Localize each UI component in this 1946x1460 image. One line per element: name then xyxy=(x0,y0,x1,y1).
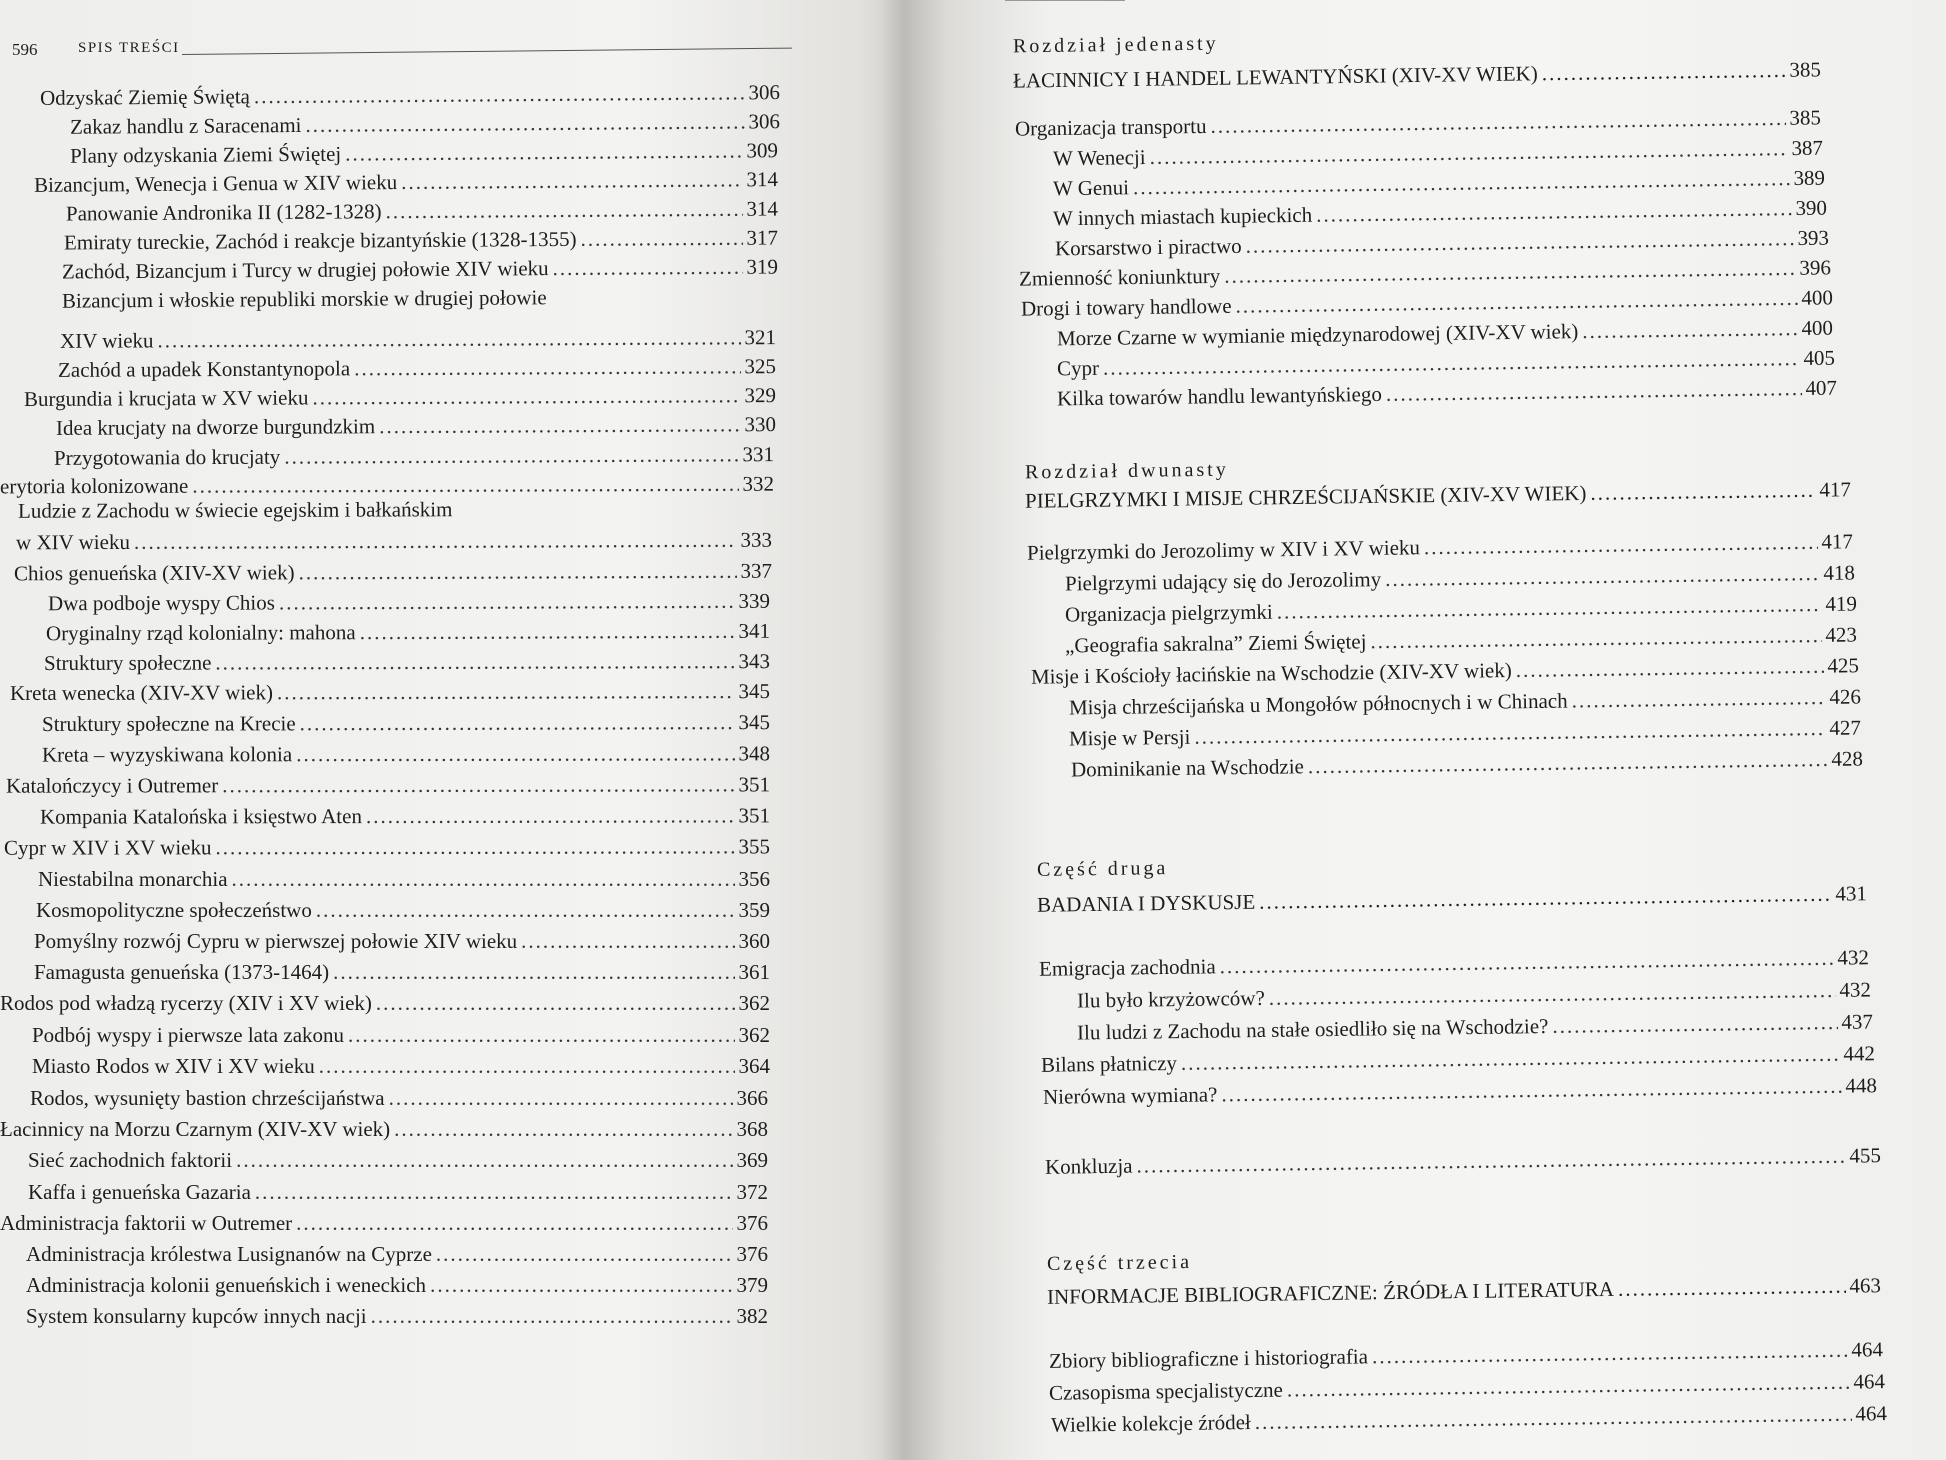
header-rule xyxy=(182,48,792,55)
toc-entry: Oryginalny rząd kolonialny: mahona ..... 341 xyxy=(46,618,770,647)
toc-entry: Administracja faktorii w Outremer ..... 376 xyxy=(0,1210,768,1236)
toc-entry: Podbój wyspy i pierwsze lata zakonu ..... 362 xyxy=(32,1022,770,1048)
toc-entry: Niestabilna monarchia ..... 356 xyxy=(38,866,770,892)
running-header-title: SPIS TREŚCI xyxy=(78,40,180,56)
toc-entry: Miasto Rodos w XIV i XV wieku ..... 364 xyxy=(32,1053,770,1079)
toc-entry: Nierówna wymiana? ..... 448 xyxy=(1043,1072,1877,1110)
toc-entry: Morze Czarne w wymianie międzynarodowej (XIV-XV wiek) ..... 400 xyxy=(1057,315,1833,352)
toc-entry: Odzyskać Ziemię Świętą ..... 306 xyxy=(40,79,780,111)
part-title: BADANIA I DYSKUSJE ..... 431 xyxy=(1037,880,1867,918)
toc-entry: w XIV wieku ..... 333 xyxy=(16,527,772,556)
toc-entry: Kreta – wyzyskiwana kolonia ..... 348 xyxy=(42,740,770,767)
toc-entry: Burgundia i krucjata w XV wieku ..... 329 xyxy=(24,382,776,412)
toc-entry: „Geografia sakralna” Ziemi Świętej ..... 423 xyxy=(1065,621,1857,658)
toc-entry: Administracja królestwa Lusignanów na Cyprze ..... 376 xyxy=(26,1241,768,1267)
toc-entry: W innych miastach kupieckich ..... 390 xyxy=(1053,195,1827,232)
toc-entry: XIV wieku ..... 321 xyxy=(60,324,776,354)
toc-entry: Pielgrzymki do Jerozolimy w XIV i XV wieku ..... 417 xyxy=(1027,528,1853,566)
toc-entry: Misje w Persji ..... 427 xyxy=(1069,714,1861,751)
toc-entry: Kilka towarów handlu lewantyńskiego ..... 407 xyxy=(1057,375,1837,412)
toc-entry: Organizacja transportu ..... 385 xyxy=(1015,104,1821,141)
toc-entry: Zmienność koniunktury ..... 396 xyxy=(1019,254,1831,291)
page-number: 596 xyxy=(12,40,38,59)
toc-entry: Ludzie z Zachodu w świecie egejskim i bałkańskim xyxy=(17,497,453,523)
toc-entry: Cypr w XIV i XV wieku ..... 355 xyxy=(4,833,770,860)
toc-entry: Dominikanie na Wschodzie ..... 428 xyxy=(1071,745,1863,782)
toc-entry: Bizancjum i włoskie republiki morskie w drugiej połowie xyxy=(61,285,547,313)
toc-entry: Dwa podboje wyspy Chios ..... 339 xyxy=(48,588,770,617)
part-title: INFORMACJE BIBLIOGRAFICZNE: ŹRÓDŁA I LITERATURA ..... 463 xyxy=(1047,1272,1881,1310)
chapter-title: PIELGRZYMKI I MISJE CHRZEŚCIJAŃSKIE (XIV-XV WIEK) ..... 417 xyxy=(1025,476,1851,514)
part-lead: Część trzecia xyxy=(1046,1250,1193,1276)
toc-entry: Ilu było krzyżowców? ..... 432 xyxy=(1077,976,1871,1013)
chapter-title: ŁACINNICY I HANDEL LEWANTYŃSKI (XIV-XV WIEK) ..... 385 xyxy=(1013,56,1821,93)
toc-entry: Famagusta genueńska (1373-1464) ..... 361 xyxy=(34,959,770,985)
toc-entry: Plany odzyskania Ziemi Świętej ..... 309 xyxy=(70,137,778,169)
toc-entry: Zachód a upadek Konstantynopola ..... 325 xyxy=(58,353,776,383)
toc-entry: Struktury społeczne na Krecie ..... 345 xyxy=(42,709,770,737)
page-top-rule xyxy=(1005,0,1125,1)
toc-entry: Chios genueńska (XIV-XV wiek) ..... 337 xyxy=(14,558,772,587)
toc-entry: Rodos pod władzą rycerzy (XIV i XV wiek) ..... 362 xyxy=(0,990,770,1016)
toc-entry: Zbiory bibliograficzne i historiografia ..... 464 xyxy=(1049,1336,1883,1374)
toc-entry: Struktury społeczne ..... 343 xyxy=(44,648,770,676)
toc-entry: Kosmopolityczne społeczeństwo ..... 359 xyxy=(36,897,770,923)
toc-entry: erytoria kolonizowane ..... 332 xyxy=(0,471,774,500)
toc-entry: Kreta wenecka (XIV-XV wiek) ..... 345 xyxy=(10,678,770,706)
chapter-lead: Rozdział dwunasty xyxy=(1024,458,1229,484)
toc-entry: Katalończycy i Outremer ..... 351 xyxy=(6,771,770,798)
toc-entry: Łacinnicy na Morzu Czarnym (XIV-XV wiek) ..... 368 xyxy=(0,1116,768,1142)
toc-entry: Kaffa i genueńska Gazaria ..... 372 xyxy=(28,1179,768,1205)
toc-entry: Zachód, Bizancjum i Turcy w drugiej połowie XIV wieku ..... 319 xyxy=(62,254,778,285)
toc-entry: Misje i Kościoły łacińskie na Wschodzie (XIV-XV wiek) ..... 425 xyxy=(1031,652,1859,690)
toc-entry: Misja chrześcijańska u Mongołów północnych i w Chinach ..... 426 xyxy=(1069,683,1861,720)
toc-entry: W Genui ..... 389 xyxy=(1053,165,1825,202)
toc-entry: Rodos, wysunięty bastion chrześcijaństwa ..... 366 xyxy=(30,1085,768,1111)
toc-entry: Przygotowania do krucjaty ..... 331 xyxy=(54,441,774,471)
part-lead: Część druga xyxy=(1036,857,1169,881)
toc-entry: Kompania Katalońska i księstwo Aten ..... 351 xyxy=(40,802,770,829)
toc-entry: System konsularny kupców innych nacji ..... 382 xyxy=(26,1303,768,1329)
toc-entry: Wielkie kolekcje źródeł ..... 464 xyxy=(1051,1400,1887,1438)
toc-entry: Czasopisma specjalistyczne ..... 464 xyxy=(1049,1368,1885,1406)
toc-entry: Idea krucjaty na dworze burgundzkim ..... 330 xyxy=(56,411,776,441)
toc-entry: Organizacja pielgrzymki ..... 419 xyxy=(1065,590,1857,627)
toc-conclusion: Konkluzja ..... 455 xyxy=(1045,1142,1881,1180)
toc-entry: Drogi i towary handlowe ..... 400 xyxy=(1021,284,1833,321)
toc-entry: Emiraty tureckie, Zachód i reakcje bizantyńskie (1328-1355) ..... 317 xyxy=(64,225,778,256)
left-page xyxy=(0,0,905,1460)
toc-entry: Ilu ludzi z Zachodu na stałe osiedliło się na Wschodzie? ..... 437 xyxy=(1077,1008,1873,1045)
toc-entry: Panowanie Andronika II (1282-1328) ..... 314 xyxy=(66,196,778,227)
right-page xyxy=(905,0,1946,1460)
toc-entry: Zakaz handlu z Saracenami ..... 306 xyxy=(70,108,780,140)
page-header xyxy=(12,36,782,62)
toc-entry: Sieć zachodnich faktorii ..... 369 xyxy=(28,1147,768,1173)
toc-entry: Korsarstwo i piractwo ..... 393 xyxy=(1055,225,1829,262)
chapter-lead: Rozdział jedenasty xyxy=(1012,32,1219,58)
toc-entry: Pielgrzymi udający się do Jerozolimy ..... 418 xyxy=(1065,559,1855,596)
toc-entry: Pomyślny rozwój Cypru w pierwszej połowie XIV wieku ..... 360 xyxy=(34,928,770,954)
toc-entry: Administracja kolonii genueńskich i weneckich ..... 379 xyxy=(26,1272,768,1298)
toc-entry: W Wenecji ..... 387 xyxy=(1053,135,1823,172)
toc-entry: Bizancjum, Wenecja i Genua w XIV wieku ..... 314 xyxy=(34,166,778,198)
toc-entry: Emigracja zachodnia ..... 432 xyxy=(1039,944,1869,982)
toc-entry: Bilans płatniczy ..... 442 xyxy=(1041,1040,1875,1078)
toc-entry: Cypr ..... 405 xyxy=(1057,345,1835,382)
